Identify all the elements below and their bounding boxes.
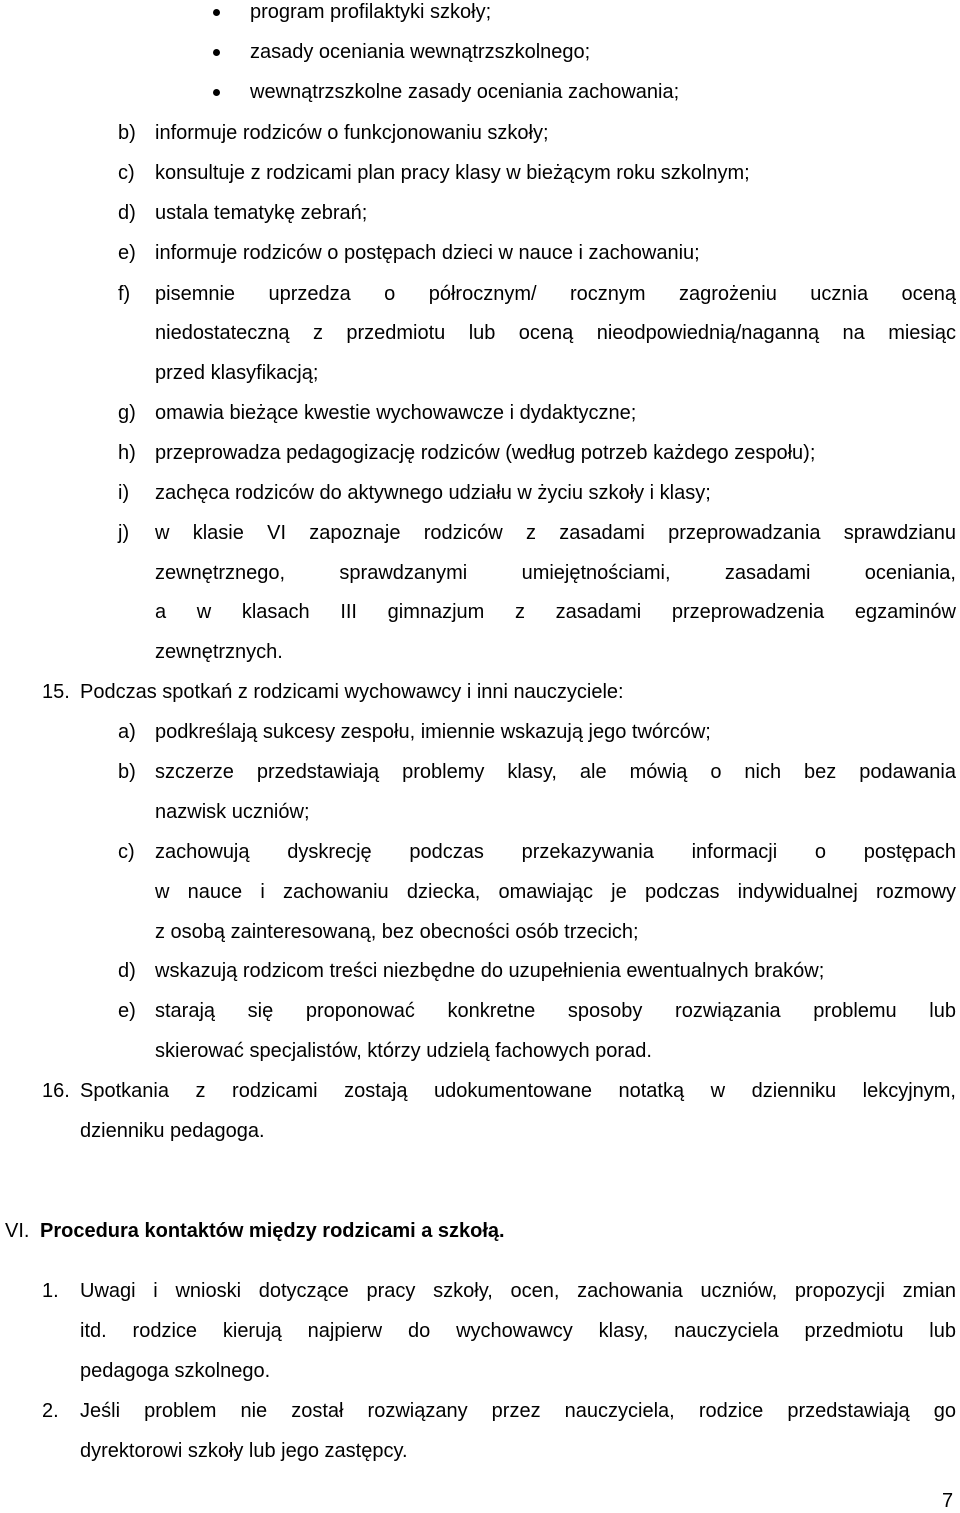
bullet-icon: [213, 89, 220, 96]
list-marker: f): [118, 283, 131, 305]
list-item-line: szczerze przedstawiają problemy klasy, ale mówią o nich bez podawania: [155, 761, 956, 783]
bullet-item: wewnątrzszkolne zasady oceniania zachowania;: [250, 81, 680, 103]
list-marker: a): [118, 721, 136, 743]
bullet-item: zasady oceniania wewnątrzszkolnego;: [250, 41, 591, 63]
list-marker: j): [118, 522, 130, 544]
list-item-line: skierować specjalistów, którzy udzielą fachowych porad.: [155, 1040, 652, 1062]
item-text-line: Jeśli problem nie został rozwiązany przez nauczyciela, rodzice przedstawiają go: [80, 1400, 956, 1422]
list-item-line: starają się proponować konkretne sposoby rozwiązania problemu lub: [155, 1000, 956, 1022]
list-item-line: pisemnie uprzedza o półrocznym/ rocznym zagrożeniu ucznia oceną: [155, 283, 956, 305]
bullet-icon: [213, 9, 220, 16]
list-item: ustala tematykę zebrań;: [155, 202, 368, 224]
page-number: 7: [942, 1490, 954, 1512]
item-number: 15.: [42, 681, 70, 703]
list-item: zachęca rodziców do aktywnego udziału w życiu szkoły i klasy;: [155, 482, 711, 504]
list-item: konsultuje z rodzicami plan pracy klasy w bieżącym roku szkolnym;: [155, 162, 750, 184]
list-item-line: a w klasach III gimnazjum z zasadami przeprowadzenia egzaminów: [155, 601, 956, 623]
item-text-line: pedagoga szkolnego.: [80, 1360, 271, 1382]
list-item-line: zewnętrznego, sprawdzanymi umiejętnościami, zasadami oceniania,: [155, 562, 956, 584]
item-text-line: Spotkania z rodzicami zostają udokumentowane notatką w dzienniku lekcyjnym,: [80, 1080, 956, 1102]
list-item-line: z osobą zainteresowaną, bez obecności osób trzecich;: [155, 921, 639, 943]
section-title: Procedura kontaktów między rodzicami a szkołą.: [40, 1220, 505, 1242]
list-marker: d): [118, 960, 136, 982]
list-item-line: niedostateczną z przedmiotu lub oceną nieodpowiednią/naganną na miesiąc: [155, 322, 956, 344]
list-item-line: przed klasyfikacją;: [155, 362, 319, 384]
item-number: 16.: [42, 1080, 70, 1102]
section-number: VI.: [5, 1220, 30, 1242]
list-marker: i): [118, 482, 130, 504]
bullet-item: program profilaktyki szkoły;: [250, 1, 492, 23]
list-item-line: zewnętrznych.: [155, 641, 283, 663]
item-text-line: dyrektorowi szkoły lub jego zastępcy.: [80, 1440, 408, 1462]
item-number: 1.: [42, 1280, 59, 1302]
item-number: 2.: [42, 1400, 59, 1422]
bullet-icon: [213, 49, 220, 56]
list-marker: h): [118, 442, 136, 464]
list-item-line: zachowują dyskrecję podczas przekazywania informacji o postępach: [155, 841, 956, 863]
list-item: informuje rodziców o postępach dzieci w nauce i zachowaniu;: [155, 242, 700, 264]
list-marker: c): [118, 841, 135, 863]
list-item-line: w klasie VI zapoznaje rodziców z zasadami przeprowadzania sprawdzianu: [155, 522, 956, 544]
list-marker: b): [118, 122, 136, 144]
list-marker: d): [118, 202, 136, 224]
list-item-line: w nauce i zachowaniu dziecka, omawiając je podczas indywidualnej rozmowy: [155, 881, 956, 903]
list-item: omawia bieżące kwestie wychowawcze i dydaktyczne;: [155, 402, 637, 424]
item-text-line: Uwagi i wnioski dotyczące pracy szkoły, ocen, zachowania uczniów, propozycji zmian: [80, 1280, 956, 1302]
list-marker: e): [118, 242, 136, 264]
list-item-line: nazwisk uczniów;: [155, 801, 310, 823]
list-marker: c): [118, 162, 135, 184]
list-item: przeprowadza pedagogizację rodziców (według potrzeb każdego zespołu);: [155, 442, 816, 464]
list-item: wskazują rodzicom treści niezbędne do uzupełnienia ewentualnych braków;: [155, 960, 825, 982]
item-text-line: dzienniku pedagoga.: [80, 1120, 265, 1142]
list-item: informuje rodziców o funkcjonowaniu szkoły;: [155, 122, 549, 144]
list-marker: b): [118, 761, 136, 783]
list-marker: g): [118, 402, 136, 424]
list-item: podkreślają sukcesy zespołu, imiennie wskazują jego twórców;: [155, 721, 711, 743]
item-text-line: itd. rodzice kierują najpierw do wychowawcy klasy, nauczyciela przedmiotu lub: [80, 1320, 956, 1342]
item-text: Podczas spotkań z rodzicami wychowawcy i inni nauczyciele:: [80, 681, 624, 703]
list-marker: e): [118, 1000, 136, 1022]
